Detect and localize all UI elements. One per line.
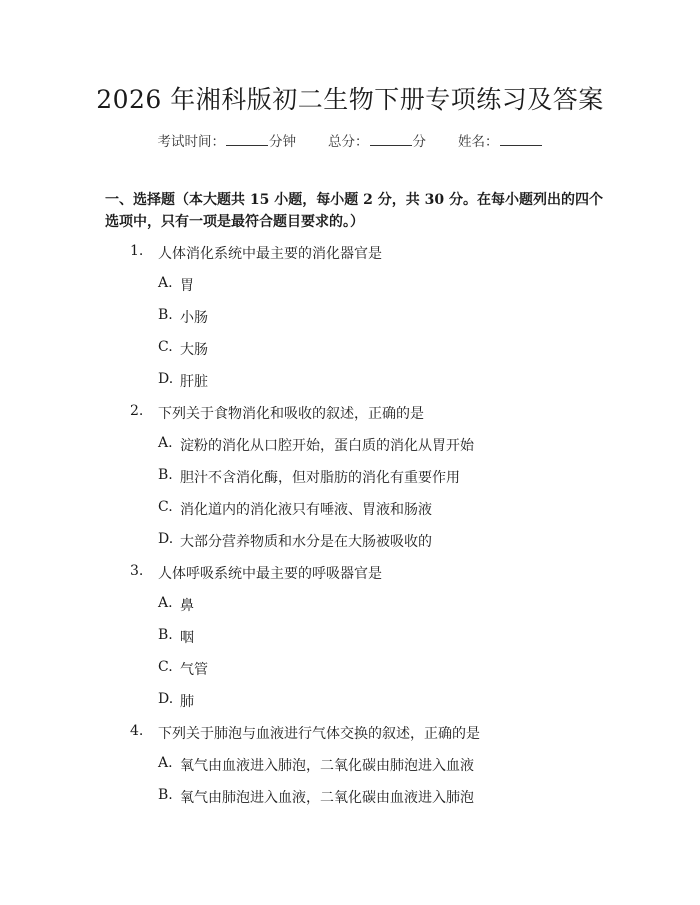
score-blank bbox=[370, 133, 412, 146]
option-row bbox=[0, 371, 700, 403]
option-row bbox=[0, 787, 700, 819]
option-text: 咽 bbox=[180, 630, 194, 646]
option-row bbox=[0, 691, 700, 723]
option-letter: C. bbox=[158, 659, 173, 675]
option-row bbox=[0, 627, 700, 659]
option-text: 大肠 bbox=[180, 342, 208, 358]
option-row bbox=[0, 275, 700, 307]
section-heading: 一、选择题（本大题共 15 小题，每小题 2 分，共 30 分。在每小题列出的四个选项中，只有一项是最符合题目要求的。） bbox=[105, 192, 603, 230]
option-row bbox=[0, 467, 700, 499]
option-text: 小肠 bbox=[180, 310, 208, 326]
question-stem-row bbox=[0, 403, 700, 435]
option-row bbox=[0, 339, 700, 371]
option-letter: C. bbox=[158, 339, 173, 355]
time-blank bbox=[226, 133, 268, 146]
name-blank bbox=[500, 133, 542, 146]
option-text: 肺 bbox=[180, 694, 194, 710]
exam-info-line bbox=[0, 130, 700, 150]
option-letter: A. bbox=[158, 435, 173, 451]
time-unit: 分钟 bbox=[269, 134, 296, 150]
question-stem: 人体呼吸系统中最主要的呼吸器官是 bbox=[158, 566, 382, 582]
score-label: 总分： bbox=[328, 134, 369, 150]
option-text: 消化道内的消化液只有唾液、胃液和肠液 bbox=[180, 502, 432, 518]
option-letter: D. bbox=[158, 691, 174, 707]
option-letter: A. bbox=[158, 275, 173, 291]
score-unit: 分 bbox=[412, 134, 426, 150]
option-row bbox=[0, 499, 700, 531]
option-letter: A. bbox=[158, 755, 173, 771]
option-row bbox=[0, 755, 700, 787]
question-number: 3. bbox=[130, 563, 144, 579]
option-text: 肝脏 bbox=[180, 374, 208, 390]
option-text: 氧气由血液进入肺泡，二氧化碳由肺泡进入血液 bbox=[180, 758, 474, 774]
option-letter: B. bbox=[158, 627, 173, 643]
option-row bbox=[0, 435, 700, 467]
option-text: 胃 bbox=[180, 278, 194, 294]
option-letter: A. bbox=[158, 595, 173, 611]
option-row bbox=[0, 307, 700, 339]
option-row bbox=[0, 531, 700, 563]
question-stem: 人体消化系统中最主要的消化器官是 bbox=[158, 246, 382, 262]
time-label: 考试时间： bbox=[157, 134, 225, 150]
option-text: 气管 bbox=[180, 662, 208, 678]
option-letter: B. bbox=[158, 307, 173, 323]
question-stem: 下列关于食物消化和吸收的叙述，正确的是 bbox=[158, 406, 424, 422]
question-number: 1. bbox=[130, 243, 144, 259]
option-letter: B. bbox=[158, 787, 173, 803]
name-label: 姓名： bbox=[458, 134, 499, 150]
option-row bbox=[0, 659, 700, 691]
option-text: 鼻 bbox=[180, 598, 194, 614]
question-number: 2. bbox=[130, 403, 144, 419]
option-text: 氧气由肺泡进入血液，二氧化碳由血液进入肺泡 bbox=[180, 790, 474, 806]
question-list bbox=[0, 243, 700, 819]
option-letter: D. bbox=[158, 371, 174, 387]
option-letter: B. bbox=[158, 467, 173, 483]
option-letter: C. bbox=[158, 499, 173, 515]
question-stem-row bbox=[0, 563, 700, 595]
page-title: 2026 年湘科版初二生物下册专项练习及答案 bbox=[96, 85, 604, 114]
option-text: 淀粉的消化从口腔开始，蛋白质的消化从胃开始 bbox=[180, 438, 474, 454]
question-stem: 下列关于肺泡与血液进行气体交换的叙述，正确的是 bbox=[158, 726, 480, 742]
question-stem-row bbox=[0, 723, 700, 755]
question-number: 4. bbox=[130, 723, 144, 739]
question-stem-row bbox=[0, 243, 700, 275]
option-text: 大部分营养物质和水分是在大肠被吸收的 bbox=[180, 534, 432, 550]
option-letter: D. bbox=[158, 531, 174, 547]
option-text: 胆汁不含消化酶，但对脂肪的消化有重要作用 bbox=[180, 470, 460, 486]
option-row bbox=[0, 595, 700, 627]
